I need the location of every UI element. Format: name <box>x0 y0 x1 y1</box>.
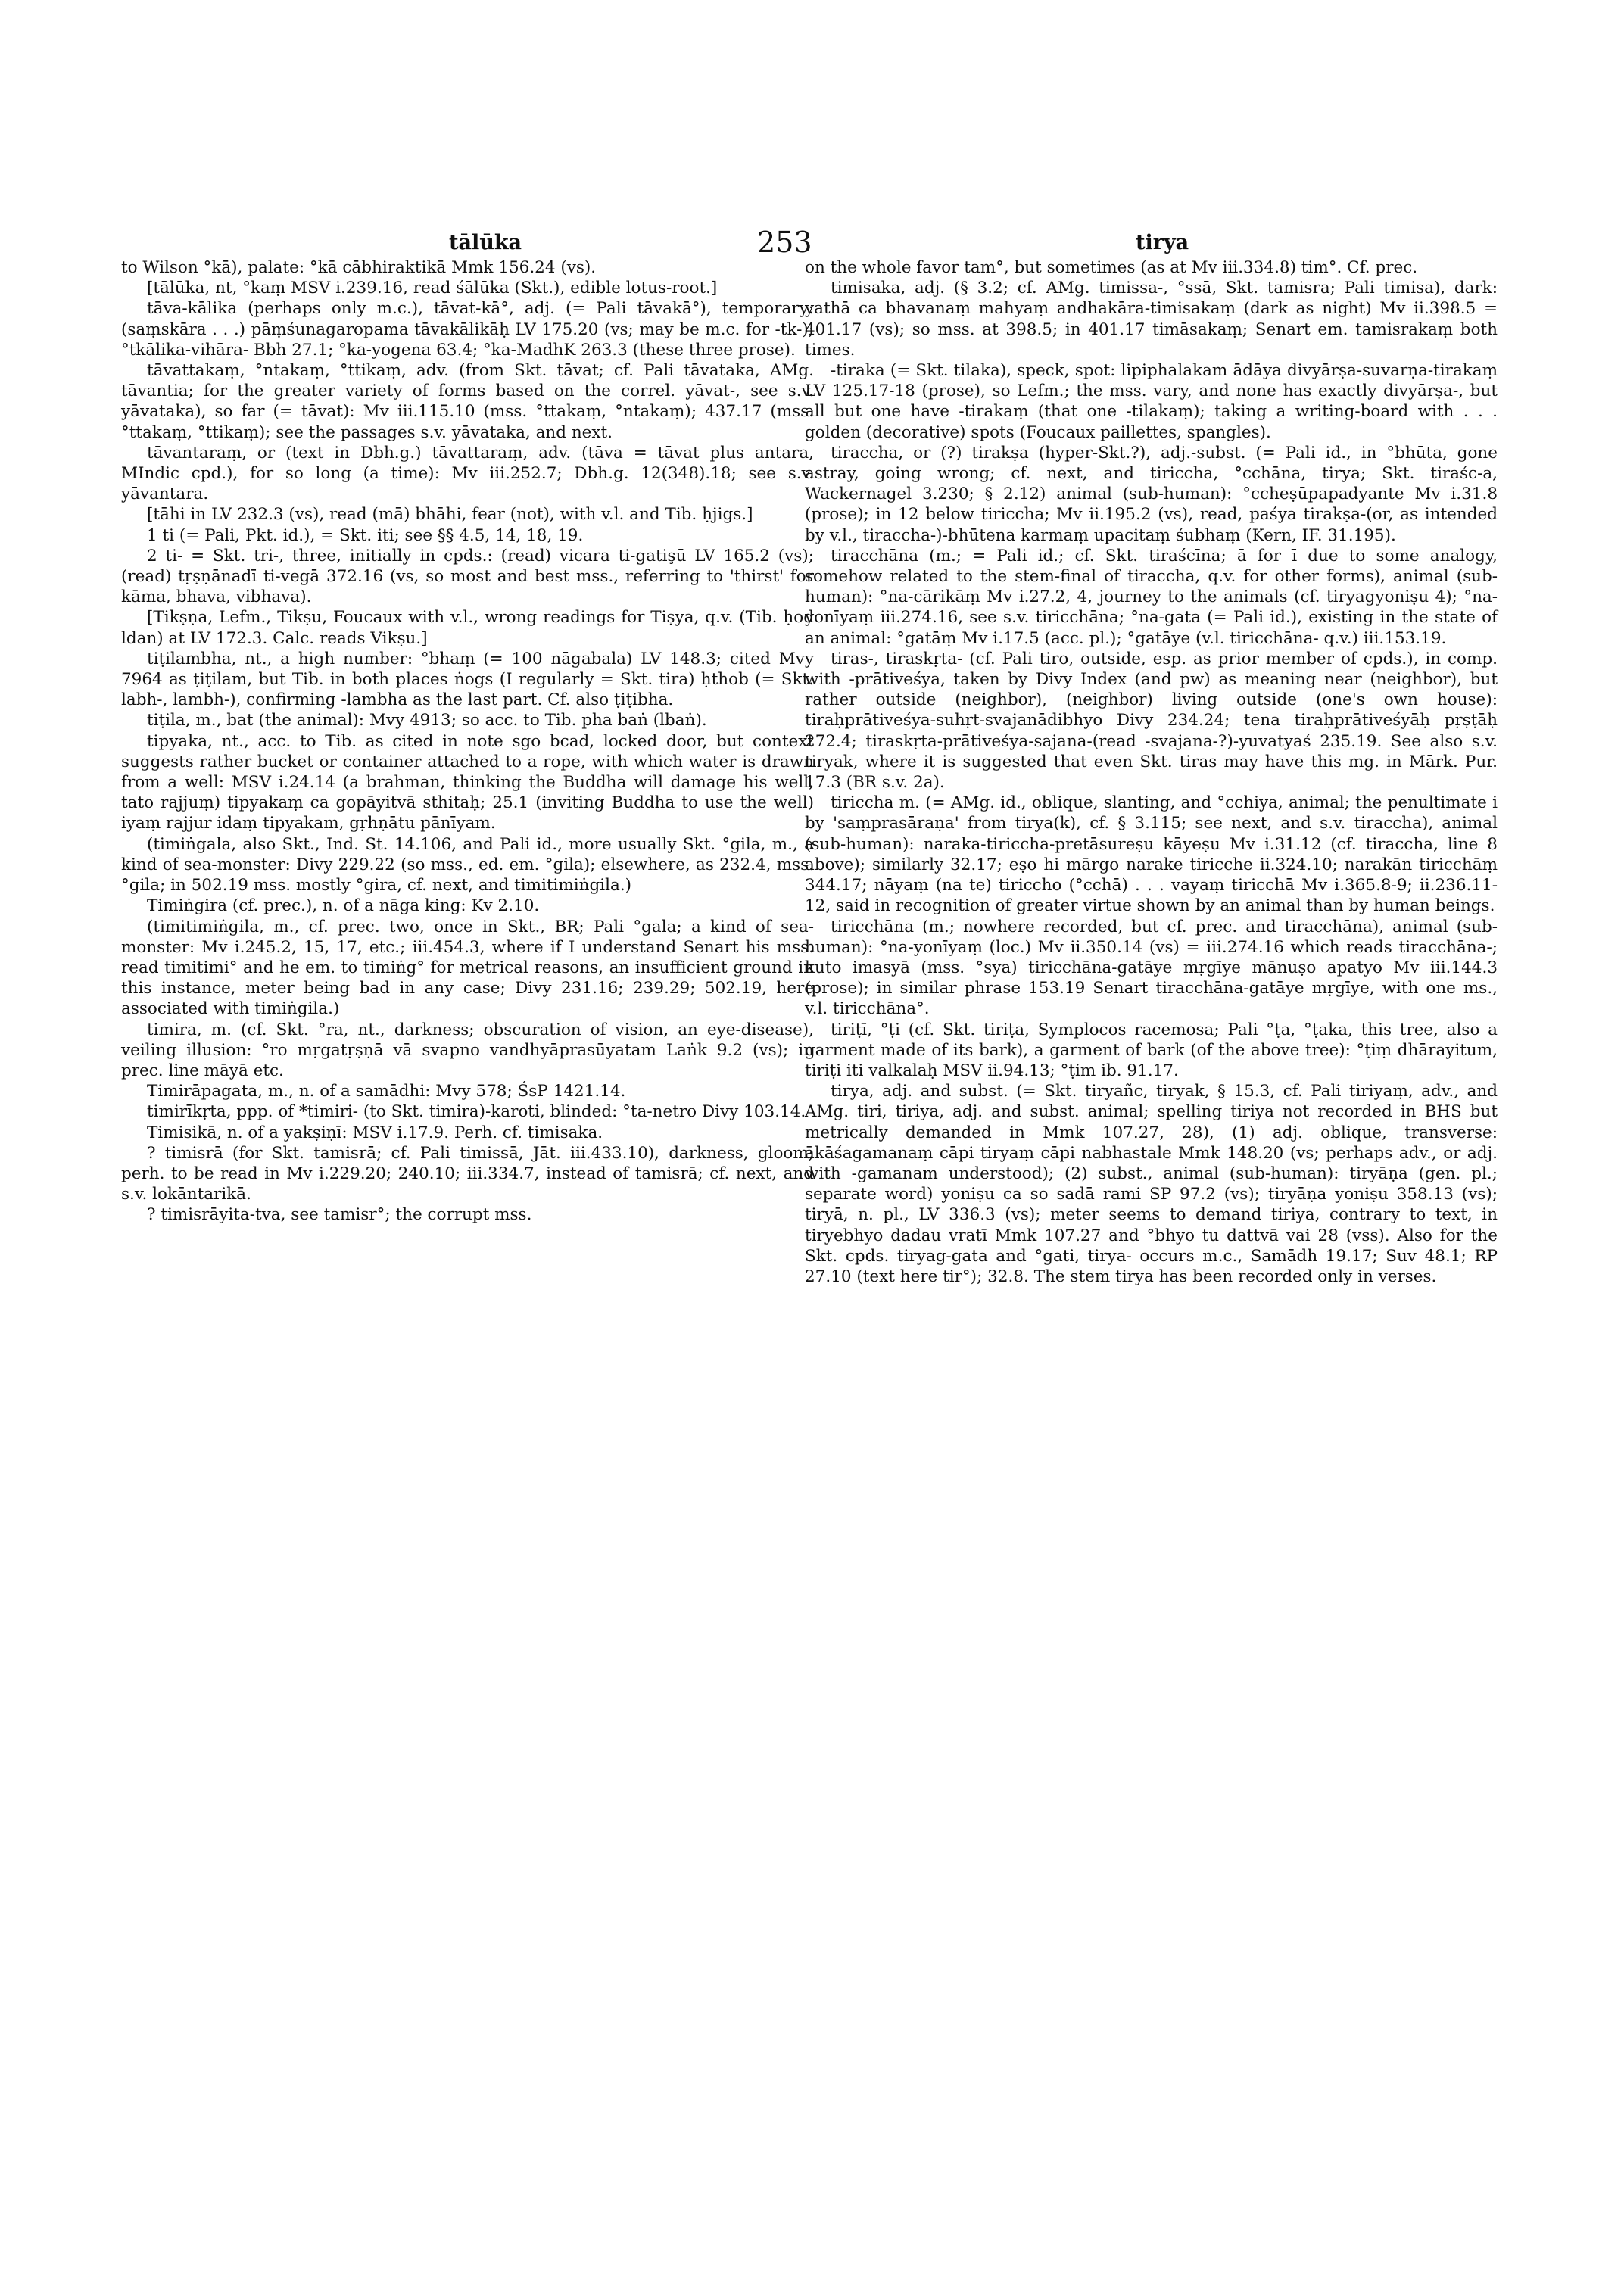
entry: [tālūka, nt, °kaṃ MSV i.239.16, read śālūka (Skt.), edible lotus-root.] <box>147 279 718 298</box>
entry: tiriccha m. (= AMg. id., oblique, slanting, and °cchiya, animal; the penultimate i by 'saṃprasāraṇa' from tirya(k), cf. § 3.115; see next, and s.v. tiraccha), animal (sub-human): naraka-tiriccha-pretāsureṣu kāyeṣu Mv i.31.12 (cf. tiraccha, line 8 above); similarly 32.17; eṣo hi mārgo narake tiricche ii.324.10; narakān tiricchāṃ 344.17; nāyaṃ (na te) tiriccho (°cchā) . . . vayaṃ tiricchā Mv i.365.8-9; ii.236.11-12, said in recognition of greater virtue shown by an animal than by human beings. <box>805 793 1498 916</box>
entry: tiṭila, m., bat (the animal): Mvy 4913; so acc. to Tib. pha baṅ (lbaṅ). <box>147 711 707 731</box>
entry: tiricchāna (m.; nowhere recorded, but cf. prec. and tiracchāna), animal (sub-human): °na-yonīyaṃ (loc.) Mv ii.350.14 (vs) = iii.274.16 which reads tiracchāna-; kuto imasyā (mss. °sya) tiricchāna-gatāye mṛgīye mānuṣo apatyo Mv iii.144.3 (prose); in similar phrase 153.19 Senart tiracchāna-gatāye mṛgīye, with one ms., v.l. tiricchāna°. <box>805 917 1498 1019</box>
left-column <box>121 257 814 1226</box>
entry: tiraccha, or (?) tirakṣa (hyper-Skt.?), adj.-subst. (= Pali id., in °bhūta, gone astray, going wrong; cf. next, and tiriccha, °cchāna, tirya; Skt. tiraśc-a, Wackernagel 3.230; § 2.12) animal (sub-human): °ccheṣūpapadyante Mv i.31.8 (prose); in 12 below tiriccha; Mv ii.195.2 (vs), read, paśya tirakṣa-(or, as intended by v.l., tiraccha-)-bhūtena karmaṃ upacitaṃ śubhaṃ (Kern, IF. 31.195). <box>805 443 1498 545</box>
entry: tāva-kālika (perhaps only m.c.), tāvat-kā°, adj. (= Pali tāvakā°), temporary: (saṃskāra . . .) pāṃśunagaropama tāvakālikāḥ LV 175.20 (vs; may be m.c. for -tk-); °tkālika-vihāra- Bbh 27.1; °ka-yogena 63.4; °ka-MadhK 263.3 (these three prose). <box>121 299 814 360</box>
entry: (timiṅgala, also Skt., Ind. St. 14.106, and Pali id., more usually Skt. °gila, m., a kind of sea-monster: Divy 229.22 (so mss., ed. em. °gila); elsewhere, as 232.4, mss. °gila; in 502.19 mss. mostly °gira, cf. next, and timitimiṅgila.) <box>121 834 814 896</box>
entry: Timisikā, n. of a yakṣiṇī: MSV i.17.9. Perh. cf. timisaka. <box>147 1123 603 1142</box>
entry: tiṭilambha, nt., a high number: °bhaṃ (= 100 nāgabala) LV 148.3; cited Mvy 7964 as ṭiṭilam, but Tib. in both places ṅogs (I regularly = Skt. tira) ḥthob (= Skt. labh-, lambh-), confirming -lambha as the last part. Cf. also ṭiṭibha. <box>121 649 814 710</box>
entry: tiracchāna (m.; = Pali id.; cf. Skt. tiraścīna; ā for ī due to some analogy, somehow related to the stem-final of tiraccha, q.v. for other forms), animal (sub-human): °na-cārikāṃ Mv i.27.2, 4, journey to the animals (cf. tiryagyoniṣu 4); °na-yonīyaṃ iii.274.16, see s.v. tiricchāna; °na-gata (= Pali id.), existing in the state of an animal: °gatāṃ Mv i.17.5 (acc. pl.); °gatāye (v.l. tiricchāna- q.v.) iii.153.19. <box>805 546 1498 648</box>
entry: 2 ti- = Skt. tri-, three, initially in cpds.: (read) vicara ti-gatişū LV 165.2 (vs); (read) tṛṣṇānadī ti-vegā 372.16 (vs, so most and best mss., referring to 'thirst' for kāma, bhava, vibhava). <box>121 546 814 607</box>
header-left-word: tālūka <box>449 231 522 254</box>
entry: tāvantaraṃ, or (text in Dbh.g.) tāvattaraṃ, adv. (tāva = tāvat plus antara, MIndic cpd.), for so long (a time): Mv iii.252.7; Dbh.g. 12(348).18; see s.v. yāvantara. <box>121 443 814 504</box>
entry: tāvattakaṃ, °ntakaṃ, °ttikaṃ, adv. (from Skt. tāvat; cf. Pali tāvataka, AMg. tāvantia; for the greater variety of forms based on the correl. yāvat-, see s.v. yāvataka), so far (= tāvat): Mv iii.115.10 (mss. °ttakaṃ, °ntakaṃ); 437.17 (mss. °ttakaṃ, °ttikaṃ); see the passages s.v. yāvataka, and next. <box>121 361 814 442</box>
entry: [tāhi in LV 232.3 (vs), read (mā) bhāhi, fear (not), with v.l. and Tib. ḥjigs.] <box>147 505 753 525</box>
entry: tipyaka, nt., acc. to Tib. as cited in note sgo bcad, locked door, but context suggests rather bucket or container attached to a rope, with which water is drawn from a well: MSV i.24.14 (a brahman, thinking the Buddha will damage his well, tato rajjuṃ) tipyakaṃ ca gopāyitvā sthitaḥ; 25.1 (inviting Buddha to use the well) iyaṃ rajjur idaṃ tipyakam, gṛhṇātu pānīyam. <box>121 731 814 833</box>
entry: -tiraka (= Skt. tilaka), speck, spot: lipiphalakam ādāya divyārṣa-suvarṇa-tirakaṃ LV 125.17-18 (prose), so Lefm.; the mss. vary, and none has exactly divyārṣa-, but all but one have -tirakaṃ (that one -tilakaṃ); taking a writing-board with . . . golden (decorative) spots (Foucaux paillettes, spangles). <box>805 361 1498 442</box>
page-number: 253 <box>757 226 812 259</box>
entry: timisaka, adj. (§ 3.2; cf. AMg. timissa-, °ssā, Skt. tamisra; Pali timisa), dark: yathā ca bhavanaṃ mahyaṃ andhakāra-timisakaṃ (dark as night) Mv ii.398.5 = 401.17 (vs); so mss. at 398.5; in 401.17 timāsakaṃ; Senart em. tamisrakaṃ both times. <box>805 279 1498 360</box>
entry: Timiṅgira (cf. prec.), n. of a nāga king: Kv 2.10. <box>147 896 540 916</box>
header-right-word: tirya <box>1136 231 1189 254</box>
entry: [Tikṣṇa, Lefm., Tikṣu, Foucaux with v.l., wrong readings for Tiṣya, q.v. (Tib. ḥod ldan) at LV 172.3. Calc. reads Vikṣu.] <box>121 608 814 648</box>
entry: timirīkṛta, ppp. of *timiri- (to Skt. timira)-karoti, blinded: °ta-netro Divy 103.14. <box>147 1102 806 1122</box>
right-column <box>805 257 1498 1287</box>
entry: Timirāpagata, m., n. of a samādhi: Mvy 578; ŚsP 1421.14. <box>147 1082 626 1101</box>
entry: tirya, adj. and subst. (= Skt. tiryañc, tiryak, § 15.3, cf. Pali tiriyaṃ, adv., and AMg. tiri, tiriya, adj. and subst. animal; spelling tiriya not recorded in BHS but metrically demanded in Mmk 107.27, 28), (1) adj. oblique, transverse: ākāśagamanaṃ cāpi tiryaṃ cāpi nabhastale Mmk 148.20 (vs; perhaps adv., or adj. with -gamanam understood); (2) subst., animal (sub-human): tiryāṇa (gen. pl.; separate word) yoniṣu ca so sadā rami SP 97.2 (vs); tiryāṇa yoniṣu 358.13 (vs); tiryā, n. pl., LV 336.3 (vs); meter seems to demand tiriya, contrary to text, in tiryebhyo dadau vratī Mmk 107.27 and °bhyo tu dattvā vai 28 (vss). Also for the Skt. cpds. tiryag-gata and °gati, tirya- occurs m.c., Samādh 19.17; Suv 48.1; RP 27.10 (text here tir°); 32.8. The stem tirya has been recorded only in verses. <box>805 1082 1498 1286</box>
entry: ? timisrāyita-tva, see tamisr°; the corrupt mss. <box>147 1205 532 1225</box>
entry: on the whole favor tam°, but sometimes (as at Mv iii.334.8) tim°. Cf. prec. <box>805 258 1418 277</box>
entry: (timitimiṅgila, m., cf. prec. two, once in Skt., BR; Pali °gala; a kind of sea-monster: Mv i.245.2, 15, 17, etc.; iii.454.3, where if I understand Senart his mss. read timitimi° and he em. to timiṅg° for metrical reasons, an insufficient ground in this instance, meter being bad in any case; Divy 231.16; 239.29; 502.19, here associated with timiṅgila.) <box>121 917 814 1019</box>
entry: 1 ti (= Pali, Pkt. id.), = Skt. iti; see §§ 4.5, 14, 18, 19. <box>147 525 584 545</box>
entry: tiras-, tiraskṛta- (cf. Pali tiro, outside, esp. as prior member of cpds.), in comp. with -prātiveśya, taken by Divy Index (and pw) as meaning near (neighbor), but rather outside (neighbor), (neighbor) living outside (one's own house): tiraḥprātiveśya-suhṛt-svajanādibhyo Divy 234.24; tena tiraḥprātiveśyāḥ pṛṣṭāḥ 272.4; tiraskṛta-prātiveśya-sajana-(read -svajana-?)-yuvatyaś 235.19. See also s.v. tiryak, where it is suggested that even Skt. tiras may have this mg. in Mārk. Pur. 17.3 (BR s.v. 2a). <box>805 649 1498 793</box>
entry: timira, m. (cf. Skt. °ra, nt., darkness; obscuration of vision, an eye-disease), veiling illusion: °ro mṛgatṛṣṇā vā svapno vandhyāprasūyatam Laṅk 9.2 (vs); in prec. line māyā etc. <box>121 1020 814 1080</box>
entry: ? timisrā (for Skt. tamisrā; cf. Pali timissā, Jāt. iii.433.10), darkness, gloom; perh. to be read in Mv i.229.20; 240.10; iii.334.7, instead of tamisrā; cf. next, and s.v. lokāntarikā. <box>121 1143 814 1204</box>
entry: tiriṭī, °ṭi (cf. Skt. tiriṭa, Symplocos racemosa; Pali °ṭa, °ṭaka, this tree, also a garment made of its bark), a garment of bark (of the above tree): °ṭiṃ dhārayitum, tiriṭi iti valkalaḥ MSV ii.94.13; °ṭim ib. 91.17. <box>805 1020 1498 1080</box>
entry: to Wilson °kā), palate: °kā cābhiraktikā Mmk 156.24 (vs). <box>121 258 597 277</box>
